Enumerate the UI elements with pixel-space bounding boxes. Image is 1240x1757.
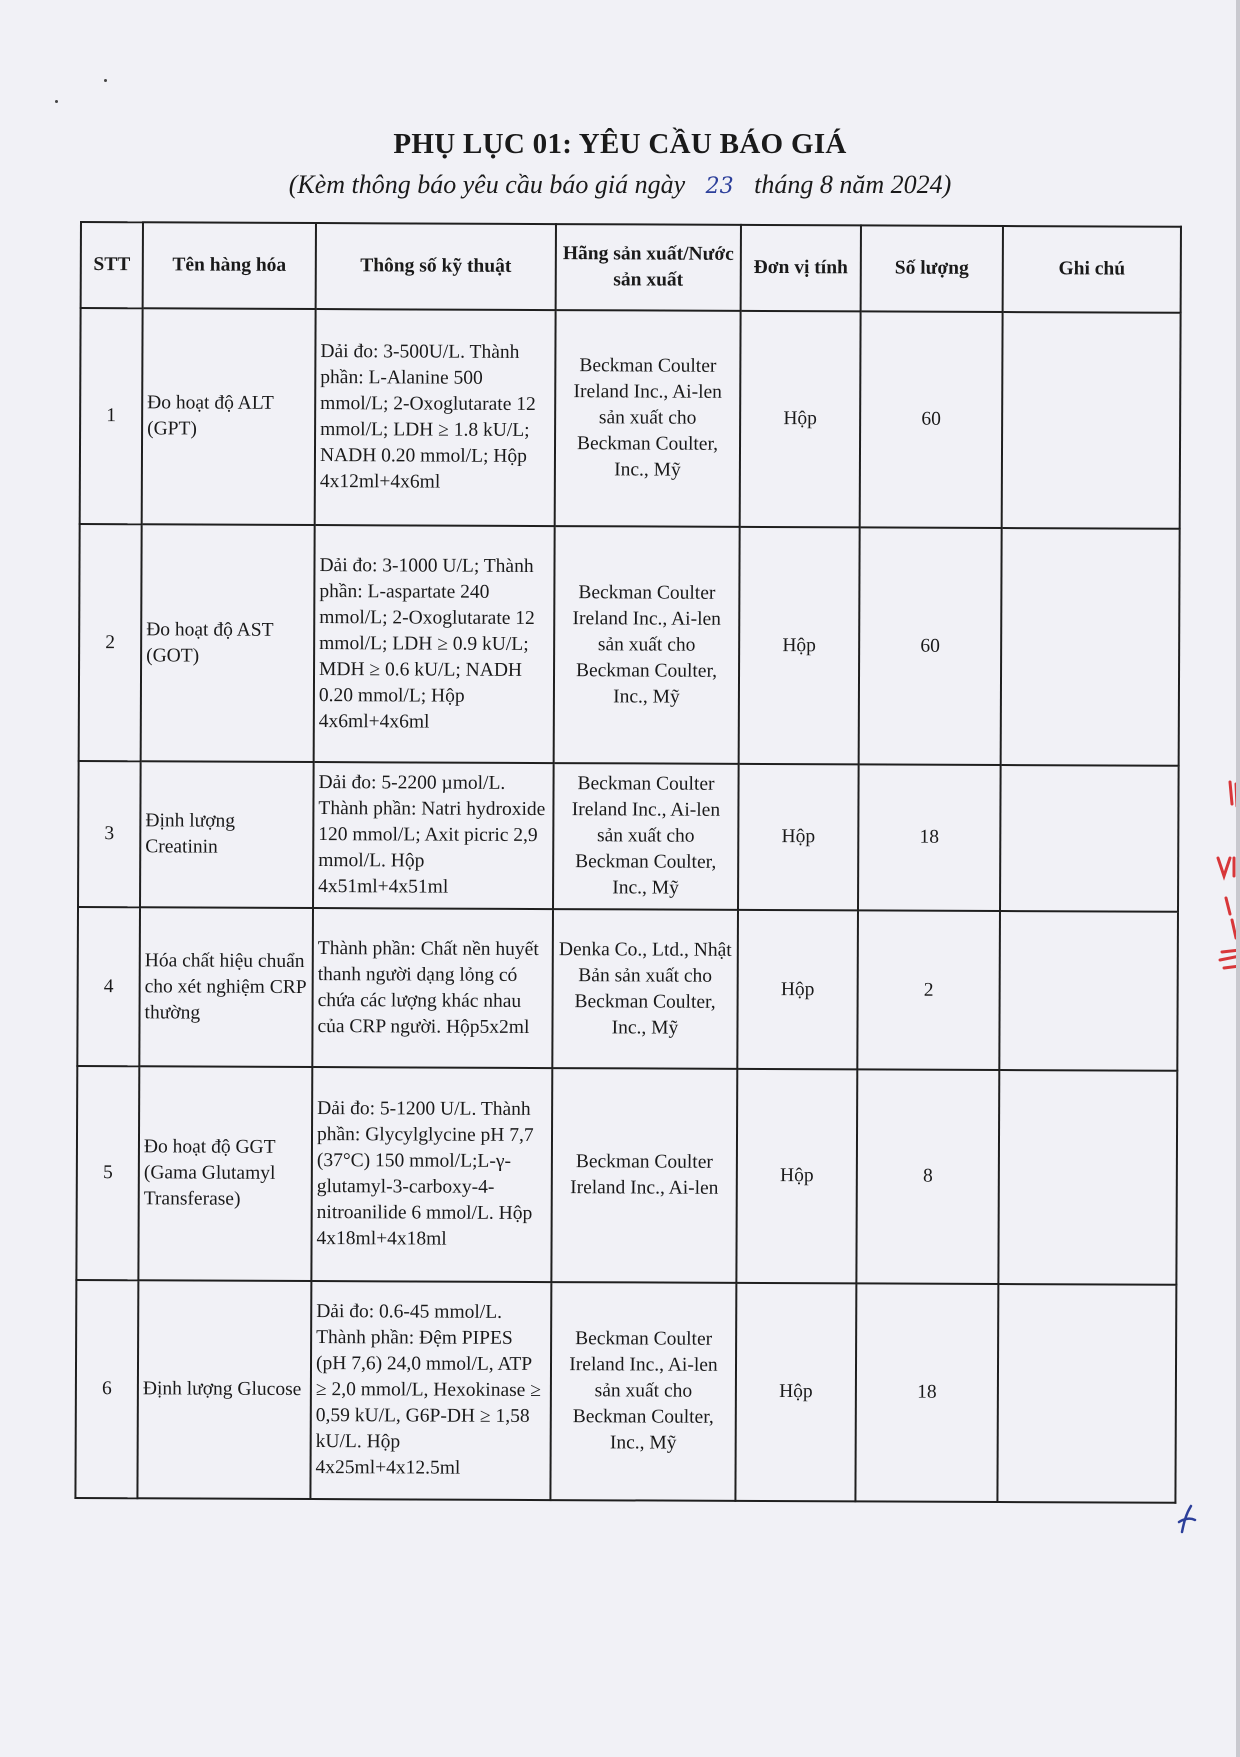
cell-manufacturer: Denka Co., Ltd., Nhật Bản sản xuất cho Beckman Coulter, Inc., Mỹ	[552, 909, 738, 1069]
cell-stt: 4	[77, 907, 140, 1066]
cell-spec: Dải đo: 0.6-45 mmol/L. Thành phần: Đệm PIPES (pH 7,6) 24,0 mmol/L, ATP ≥ 2,0 mmol/L, Hexokinase ≥ 0,59 kU/L, G6P-DH ≥ 1,58 kU/L. Hộp 4x25ml+4x12.5ml	[310, 1281, 551, 1500]
header-unit: Đơn vị tính	[741, 225, 861, 312]
table-row	[75, 1280, 1176, 1503]
cell-unit: Hộp	[738, 764, 859, 911]
cell-note	[1000, 765, 1179, 912]
cell-spec: Dải đo: 3-1000 U/L; Thành phần: L-aspartate 240 mmol/L; 2-Oxoglutarate 12 mmol/L; LDH ≥ 0.9 kU/L; MDH ≥ 0.6 kU/L; NADH 0.20 mmol/L; Hộp 4x6ml+4x6ml	[314, 525, 555, 763]
stamp-marks-icon	[1196, 780, 1240, 980]
cell-note	[997, 1284, 1176, 1503]
cell-spec: Dải đo: 5-1200 U/L. Thành phần: Glycylglycine pH 7,7 (37°C) 150 mmol/L;L-γ-glutamyl-3-carboxy-4-nitroanilide 6 mmol/L. Hộp 4x18ml+4x18ml	[311, 1067, 552, 1282]
cell-name: Định lượng Glucose	[137, 1280, 311, 1499]
header-note: Ghi chú	[1003, 226, 1181, 313]
table-row	[77, 907, 1178, 1071]
cell-unit: Hộp	[740, 311, 861, 528]
cell-spec: Dải đo: 3-500U/L. Thành phần: L-Alanine 500 mmol/L; 2-Oxoglutarate 12 mmol/L; LDH ≥ 1.8 kU/L; NADH 0.20 mmol/L; Hộp 4x12ml+4x6ml	[315, 309, 556, 526]
cell-note	[1001, 528, 1180, 766]
header-manufacturer: Hãng sản xuất/Nước sản xuất	[556, 224, 741, 311]
cell-unit: Hộp	[735, 1283, 856, 1502]
cell-note	[999, 911, 1178, 1071]
cell-qty: 60	[859, 527, 1002, 765]
cell-manufacturer: Beckman Coulter Ireland Inc., Ai-len sản xuất cho Beckman Coulter, Inc., Mỹ	[553, 763, 739, 910]
header-stt: STT	[81, 222, 143, 308]
document-title: PHỤ LỤC 01: YÊU CẦU BÁO GIÁ	[393, 128, 847, 160]
cell-qty: 18	[858, 764, 1001, 911]
cell-name: Đo hoạt độ GGT (Gama Glutamyl Transferase)	[138, 1066, 312, 1281]
scan-speck	[104, 79, 107, 82]
cell-manufacturer: Beckman Coulter Ireland Inc., Ai-len sản xuất cho Beckman Coulter, Inc., Mỹ	[554, 526, 740, 764]
cell-name: Đo hoạt độ AST (GOT)	[141, 524, 315, 762]
cell-spec: Dải đo: 5-2200 µmol/L. Thành phần: Natri hydroxide 120 mmol/L; Axit picric 2,9 mmol/L. Hộp 4x51ml+4x51ml	[313, 762, 554, 909]
cell-name: Định lượng Creatinin	[140, 761, 314, 908]
scan-speck	[55, 100, 58, 103]
cell-manufacturer: Beckman Coulter Ireland Inc., Ai-len	[551, 1068, 737, 1283]
table-row	[78, 761, 1179, 912]
cell-unit: Hộp	[739, 527, 860, 765]
cell-qty: 60	[860, 311, 1003, 528]
cell-name: Hóa chất hiệu chuẩn cho xét nghiệm CRP thường	[139, 907, 313, 1067]
table-row	[76, 1066, 1177, 1285]
cell-unit: Hộp	[736, 1069, 857, 1284]
cell-manufacturer: Beckman Coulter Ireland Inc., Ai-len sản xuất cho Beckman Coulter, Inc., Mỹ	[555, 310, 741, 527]
header-qty: Số lượng	[861, 225, 1003, 312]
table-header-row	[81, 222, 1181, 313]
cell-unit: Hộp	[737, 910, 858, 1070]
quote-table	[74, 221, 1182, 1504]
cell-stt: 5	[76, 1066, 139, 1280]
cell-stt: 1	[80, 308, 143, 524]
cell-qty: 18	[855, 1283, 998, 1502]
cell-stt: 6	[75, 1280, 138, 1498]
cell-qty: 8	[856, 1069, 999, 1284]
cell-stt: 3	[78, 761, 141, 907]
header-name: Tên hàng hóa	[143, 222, 316, 309]
red-stamp-fragment	[1196, 780, 1240, 980]
cell-note	[998, 1070, 1177, 1285]
paper-edge	[1236, 0, 1240, 1757]
cell-qty: 2	[857, 910, 1000, 1070]
handwritten-initial-icon	[1176, 1502, 1198, 1536]
cell-spec: Thành phần: Chất nền huyết thanh người dạng lỏng có chứa các lượng khác nhau của CRP người. Hộp5x2ml	[312, 908, 553, 1068]
subtitle-prefix: (Kèm thông báo yêu cầu báo giá ngày	[288, 170, 686, 199]
cell-name: Đo hoạt độ ALT (GPT)	[142, 308, 316, 525]
cell-stt: 2	[79, 524, 142, 761]
table-row	[80, 308, 1181, 529]
cell-note	[1002, 312, 1181, 529]
document-subtitle	[0, 170, 1240, 200]
table-row	[79, 524, 1180, 766]
cell-manufacturer: Beckman Coulter Ireland Inc., Ai-len sản xuất cho Beckman Coulter, Inc., Mỹ	[550, 1282, 736, 1501]
subtitle-suffix: tháng 8 năm 2024)	[754, 170, 952, 199]
handwritten-day: 23	[705, 174, 734, 199]
header-spec: Thông số kỹ thuật	[316, 223, 556, 310]
